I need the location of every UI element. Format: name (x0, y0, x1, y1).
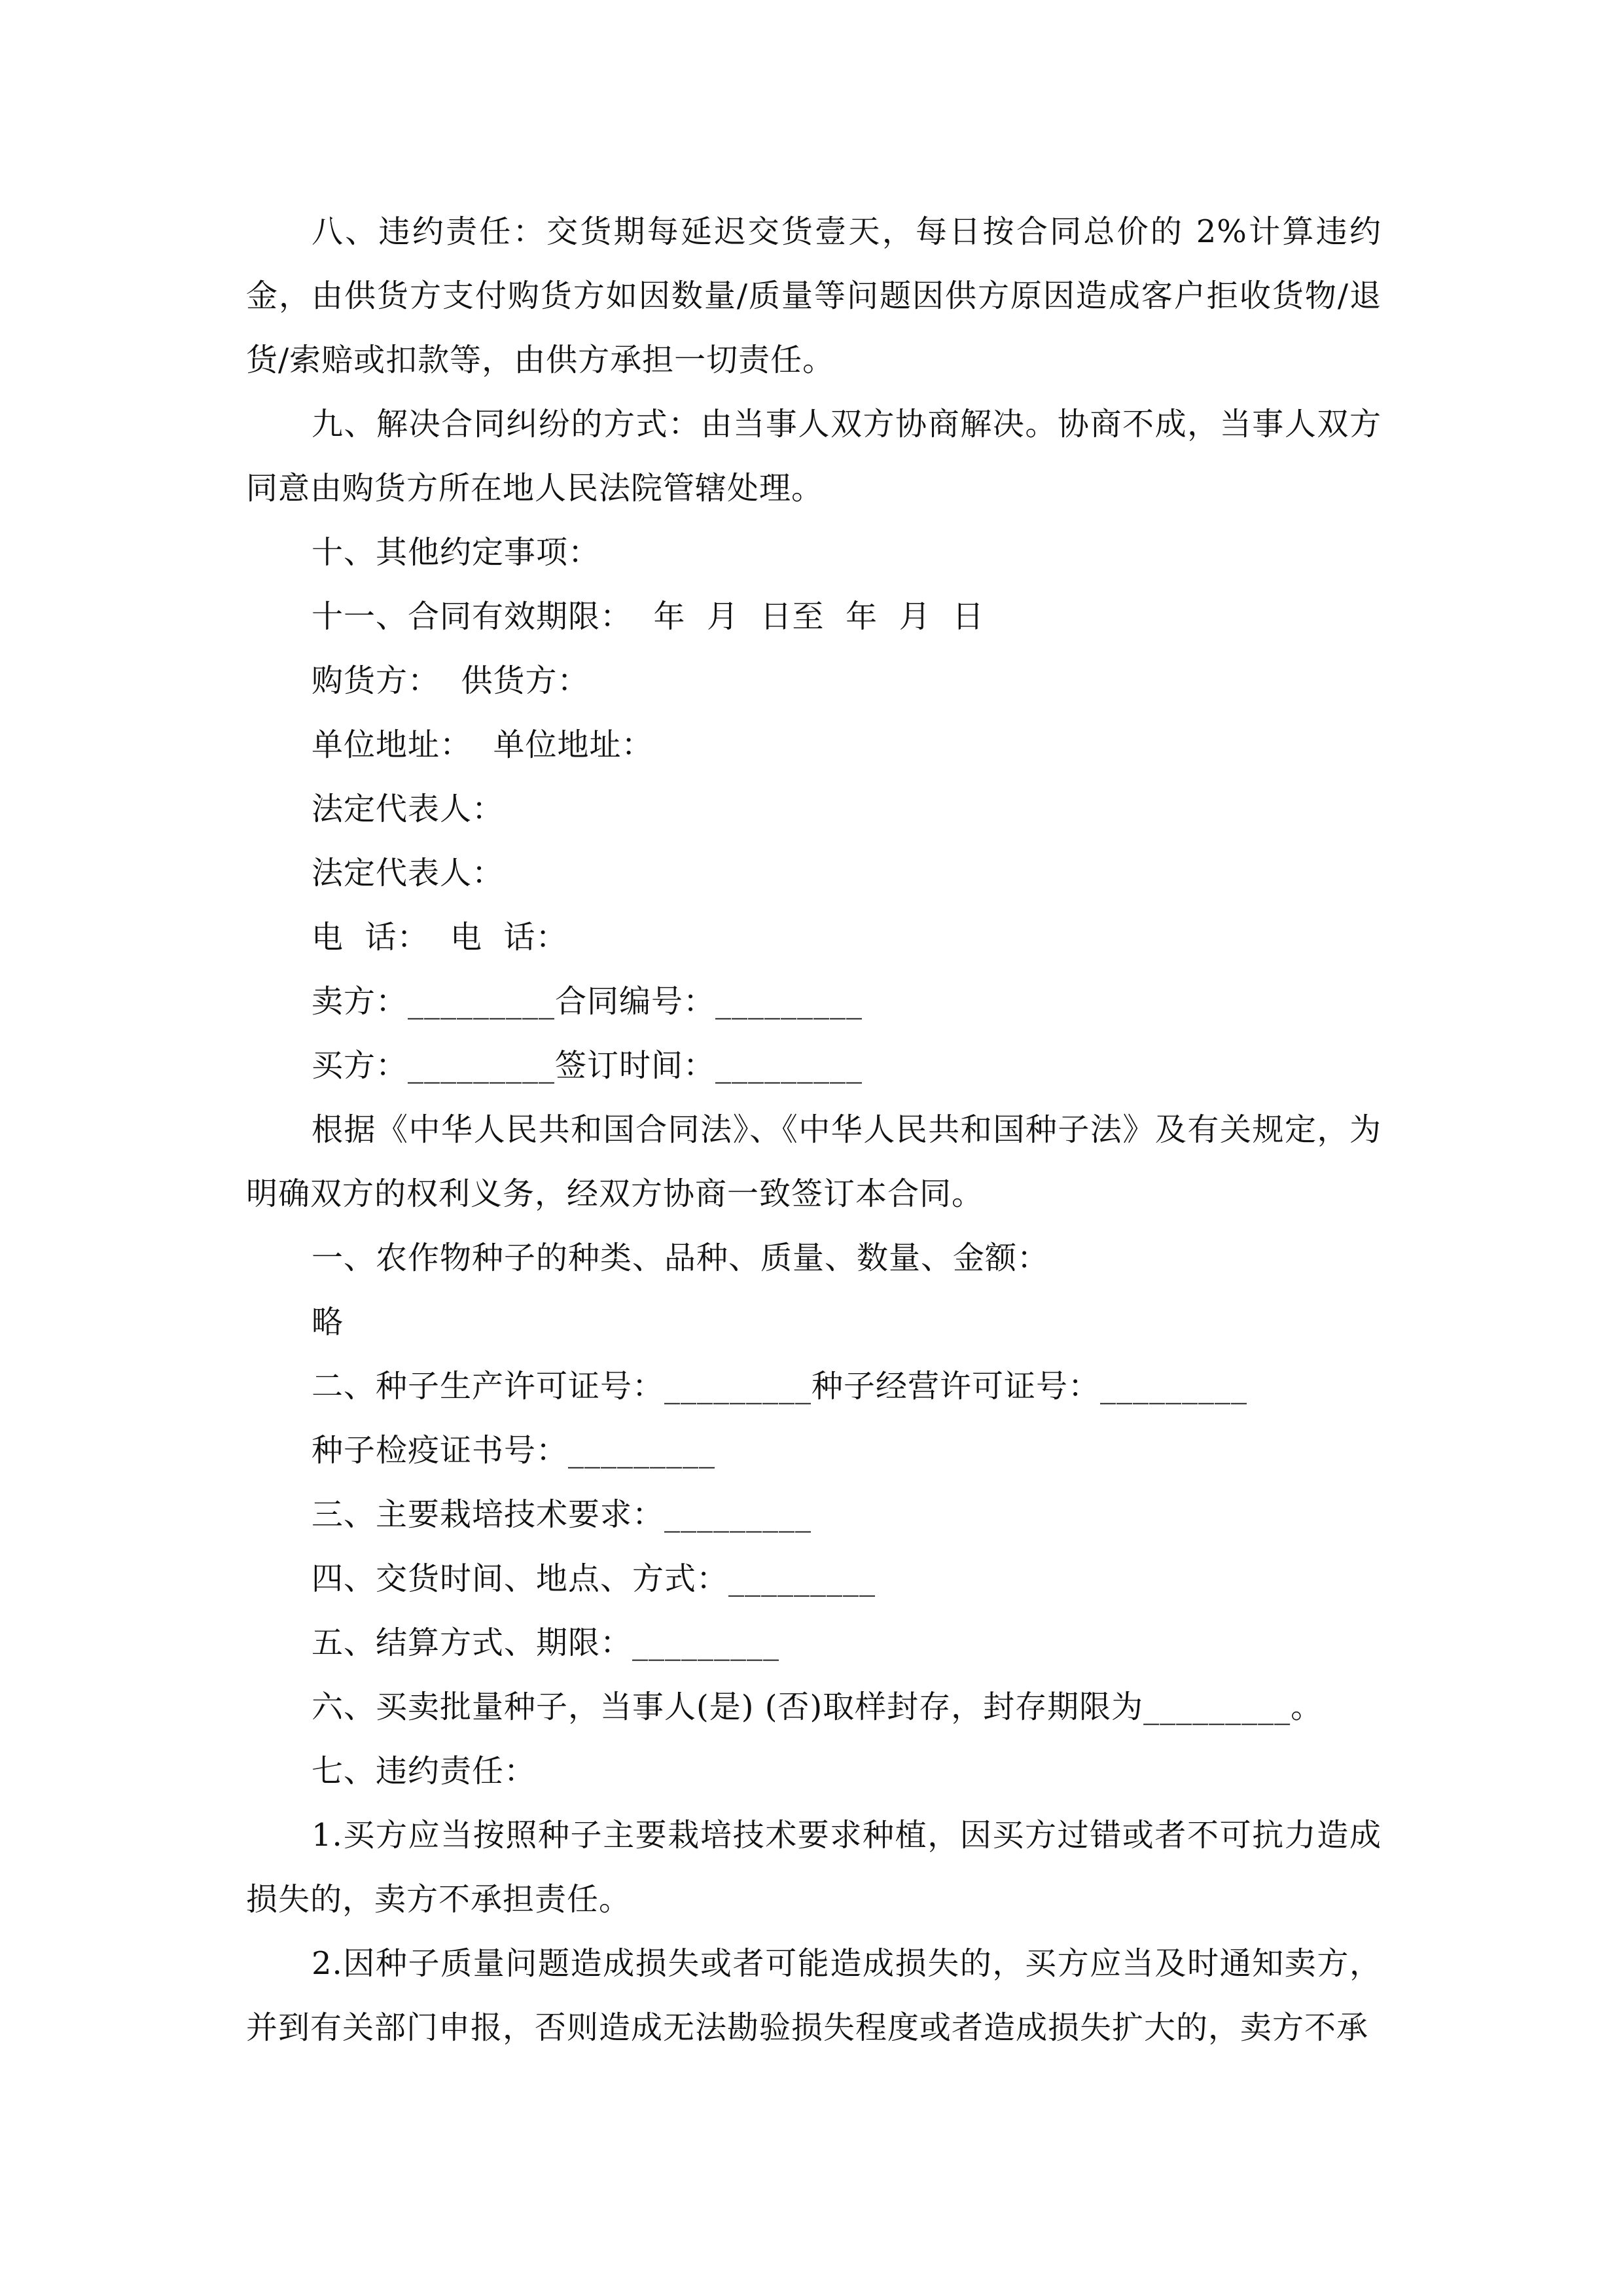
legal-representative-line-1: 法定代表人： (312, 791, 505, 827)
clause-8-breach-liability: 八、违约责任：交货期每延迟交货壹天，每日按合同总价的 2%计算违约金，由供货方支付购货方如因数量/质量等问题因供方原因造成客户拒收货物/退货/索赔或扣款等，由供方承担一切责任。 (246, 213, 1382, 378)
buyer-supplier-line: 购货方： 供货方： (312, 662, 590, 699)
clause-5-settlement: 五、结算方式、期限：_________ (312, 1624, 780, 1661)
clause-1-omitted: 略 (312, 1304, 344, 1340)
clause-10-other-matters: 十、其他约定事项： (312, 534, 601, 571)
clause-7-item-2: 2.因种子质量问题造成损失或者可能造成损失的，买方应当及时通知卖方，并到有关部门申报，否则造成无法勘验损失程度或者造成损失扩大的，卖方不承 (246, 1945, 1382, 2046)
phone-line: 电 话： 电 话： (312, 919, 568, 956)
preamble-paragraph: 根据《中华人民共和国合同法》、《中华人民共和国种子法》及有关规定，为明确双方的权利义务，经双方协商一致签订本合同。 (246, 1111, 1382, 1212)
clause-1-seed-details: 一、农作物种子的种类、品种、质量、数量、金额： (312, 1240, 1050, 1276)
clause-6-sampling: 六、买卖批量种子，当事人(是) (否)取样封存，封存期限为_________。 (312, 1689, 1323, 1725)
clause-3-cultivation-requirements: 三、主要栽培技术要求：_________ (312, 1496, 812, 1533)
clause-9-dispute-resolution: 九、解决合同纠纷的方式：由当事人双方协商解决。协商不成，当事人双方同意由购货方所在地人民法院管辖处理。 (246, 406, 1382, 507)
seller-contract-number-line: 卖方：_________合同编号：_________ (312, 983, 863, 1020)
buyer-signing-date-line: 买方：_________签订时间：_________ (312, 1047, 863, 1084)
clause-11-validity-period: 十一、合同有效期限： 年 月 日至 年 月 日 (312, 598, 985, 635)
address-line: 单位地址： 单位地址： (312, 726, 654, 763)
clause-7-item-1: 1.买方应当按照种子主要栽培技术要求种植，因买方过错或者不可抗力造成损失的，卖方不承担责任。 (246, 1817, 1382, 1918)
document-body (246, 200, 1382, 2060)
quarantine-certificate-line: 种子检疫证书号：_________ (312, 1432, 716, 1469)
clause-2-license-numbers: 二、种子生产许可证号：_________种子经营许可证号：_________ (312, 1368, 1248, 1405)
clause-7-breach-liability: 七、违约责任： (312, 1753, 537, 1789)
legal-representative-line-2: 法定代表人： (312, 855, 505, 891)
clause-4-delivery: 四、交货时间、地点、方式：_________ (312, 1560, 876, 1597)
